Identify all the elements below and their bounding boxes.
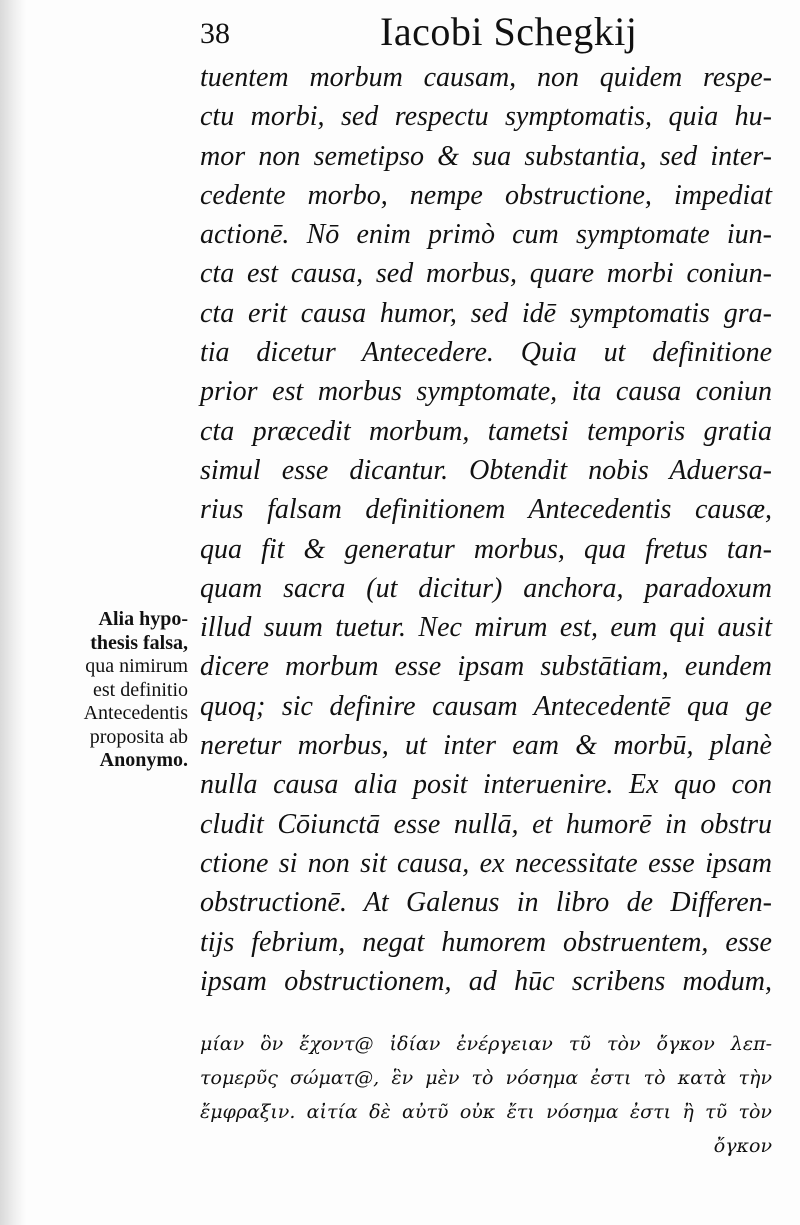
greek-line: ἔμφραξιν. αἰτία δὲ αὐτῦ οὐκ ἔτι νόσημα ἐστι ἢ τῦ τὸν [200,1101,772,1123]
margin-note-line: qua nimirum [85,655,188,677]
text-line: ctione si non sit causa, ex necessitate esse ipsam [200,847,772,879]
margin-note-line: est definitio [93,678,188,701]
margin-note-line: Anonymo. [99,749,188,771]
margin-note-line: thesis falsa, [90,631,188,654]
text-line: cludit Cōiunctā esse nullā, et humorē in obstru [200,808,772,840]
text-line: obstructionē. At Galenus in libro de Differen- [200,887,772,919]
text-line: cta est causa, sed morbus, quare morbi coniun- [200,258,772,290]
text-line: prior est morbus symptomate, ita causa coniun [200,376,772,408]
text-line: cedente morbo, nempe obstructione, impediat [200,179,772,211]
margin-note-line: proposita ab [89,725,188,748]
greek-line: μίαν ὃν ἔχοντ@ ἰδίαν ἐνέργειαν τῦ τὸν ὄγκον λεπ- [200,1033,772,1055]
text-line: ipsam obstructionem, ad hūc scribens modum, [200,965,772,997]
text-line: quoq; sic definire causam Antecedentē qua ge [200,690,772,722]
page-number: 38 [200,17,230,50]
text-line: tuentem morbum causam, non quidem respe- [200,62,772,93]
text-line: cta præcedit morbum, tametsi temporis gratia [200,415,772,447]
text-line: tijs febrium, negat humorem obstruentem, esse [200,926,772,958]
text-line: qua fit & generatur morbus, qua fretus tan- [200,533,772,565]
text-line: mor non semetipso & sua substantia, sed inter- [200,140,772,172]
text-line: quam sacra (ut dicitur) anchora, paradoxum [200,572,772,604]
text-line: rius falsam definitionem Antecedentis causæ, [200,494,772,526]
greek-quotation [200,1027,772,1163]
text-line: actionē. Nō enim primò cum symptomate iun- [200,219,772,251]
main-text-block [200,58,772,1001]
margin-note [40,608,188,773]
text-line: ctu morbi, sed respectu symptomatis, quia hu- [200,101,772,133]
gutter-shadow [0,0,26,1225]
text-line: cta erit causa humor, sed idē symptomatis gra- [200,297,772,329]
catchword: ὄγκον [713,1135,772,1157]
margin-note-line: Alia hypo- [98,608,188,630]
text-line: tia dicetur Antecedere. Quia ut definitione [200,337,772,369]
text-line: simul esse dicantur. Obtendit nobis Aduersa- [200,454,772,486]
text-line: neretur morbus, ut inter eam & morbū, planè [200,730,772,762]
greek-line: τομερῦς σώματ@, ἓν μὲν τὸ νόσημα ἐστι τὸ κατὰ τὴν [200,1067,772,1089]
running-head: Iacobi Schegkij [380,9,638,54]
page-header [200,9,780,62]
text-line: dicere morbum esse ipsam substātiam, eundem [200,651,772,683]
margin-note-line: Antecedentis [83,702,188,724]
text-line: nulla causa alia posit interuenire. Ex quo con [200,769,772,801]
text-line: illud suum tuetur. Nec mirum est, eum qui ausit [200,612,772,644]
